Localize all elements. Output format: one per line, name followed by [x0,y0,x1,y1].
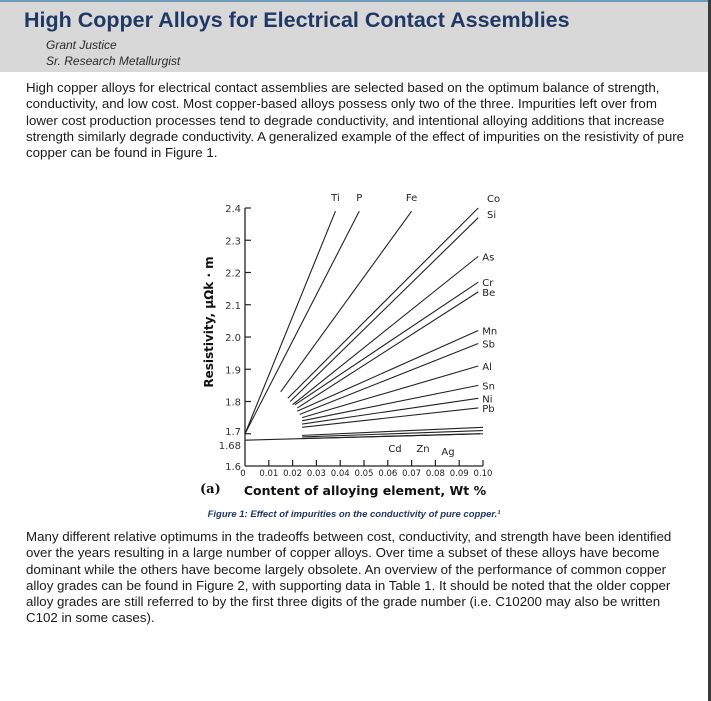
series-line-cr [295,282,478,405]
series-label: P [356,193,363,204]
x-tick-label: 0.02 [283,469,303,479]
series-label: Sn [482,381,495,393]
y-tick-label: 1.7 [225,426,241,438]
intro-paragraph: High copper alloys for electrical contact assemblies are selected based on the optimum balance of strength, conductivity, and low cost. Most copper-based alloys possess only two of the three. Impurities left over from lower cost production processes tend to degrade conductivity, and intentional alloying additions that increase strength similarly degrade conductivity. A generalized example of the effect of impurities on the resistivity of pure copper can be found in Figure 1. [26,80,685,161]
figure-caption: Figure 1: Effect of impurities on the conductivity of pure copper.¹ [207,509,501,520]
series-label: Mn [482,326,498,338]
y-tick-label: 1.68 [218,441,241,453]
x-tick-label: 0.08 [425,469,445,479]
series-label: Ni [482,394,493,406]
series-line-co [288,208,478,398]
body-paragraph: Many different relative optimums in the tradeoffs between cost, conductivity, and strength have been identified over the years resulting in a large number of copper alloys. Over time a subset of these alloys have become dominant while the others have become largely obsolete. An overview of the performance of common copper alloy grades can be found in Figure 2, with supporting data in Table 1. It should be noted that the older copper alloy grades are still referred to by the first three digits of the grade number (i.e. C10200 may also be written C102 in some cases). [26,529,672,626]
y-tick-label: 2.2 [225,268,241,280]
series-label: Si [487,210,497,221]
x-tick-label: 0.04 [330,469,350,479]
x-tick-label: 0.07 [402,469,422,479]
x-tick-label: 0.01 [259,469,279,479]
series-label: Fe [405,193,418,204]
series-label: Cd [388,444,402,455]
series-label: Al [482,362,492,374]
y-tick-label: 1.8 [225,397,241,409]
x-tick-label: 0.03 [306,469,326,479]
series-label: Ti [331,193,340,204]
series-label: Ag [441,447,455,458]
series-line-as [293,256,479,404]
document-title: High Copper Alloys for Electrical Contact Assemblies [24,8,570,32]
series-label: As [482,252,495,264]
x-tick-label: 0.09 [449,469,469,479]
y-tick-label: 2.0 [225,333,241,344]
x-tick-label: 0.10 [473,469,493,479]
author-role: Sr. Research Metallurgist [46,54,181,68]
y-tick-label: 1.6 [225,462,241,473]
series-label: Cr [482,278,494,290]
series-line-al [302,366,478,418]
resistivity-chart [185,185,515,505]
series-label: Zn [416,444,430,455]
x-tick-label: 0 [240,469,246,479]
x-tick-label: 0.06 [378,469,398,479]
y-axis-label: Resistivity, μΩk · m [202,256,216,388]
y-tick-label: 2.1 [225,300,241,312]
panel-label: (a) [200,482,221,497]
author-name: Grant Justice [46,38,117,52]
series-label: Pb [482,403,495,415]
series-label: Sb [482,339,495,351]
y-tick-label: 1.9 [225,365,241,377]
x-tick-label: 0.05 [354,469,374,479]
series-label: Be [482,287,496,299]
series-label: Co [487,194,501,205]
y-tick-label: 2.3 [225,236,241,248]
document-header [0,0,708,72]
x-axis-label: Content of alloying element, Wt % [243,483,487,498]
y-tick-label: 2.4 [225,204,241,215]
